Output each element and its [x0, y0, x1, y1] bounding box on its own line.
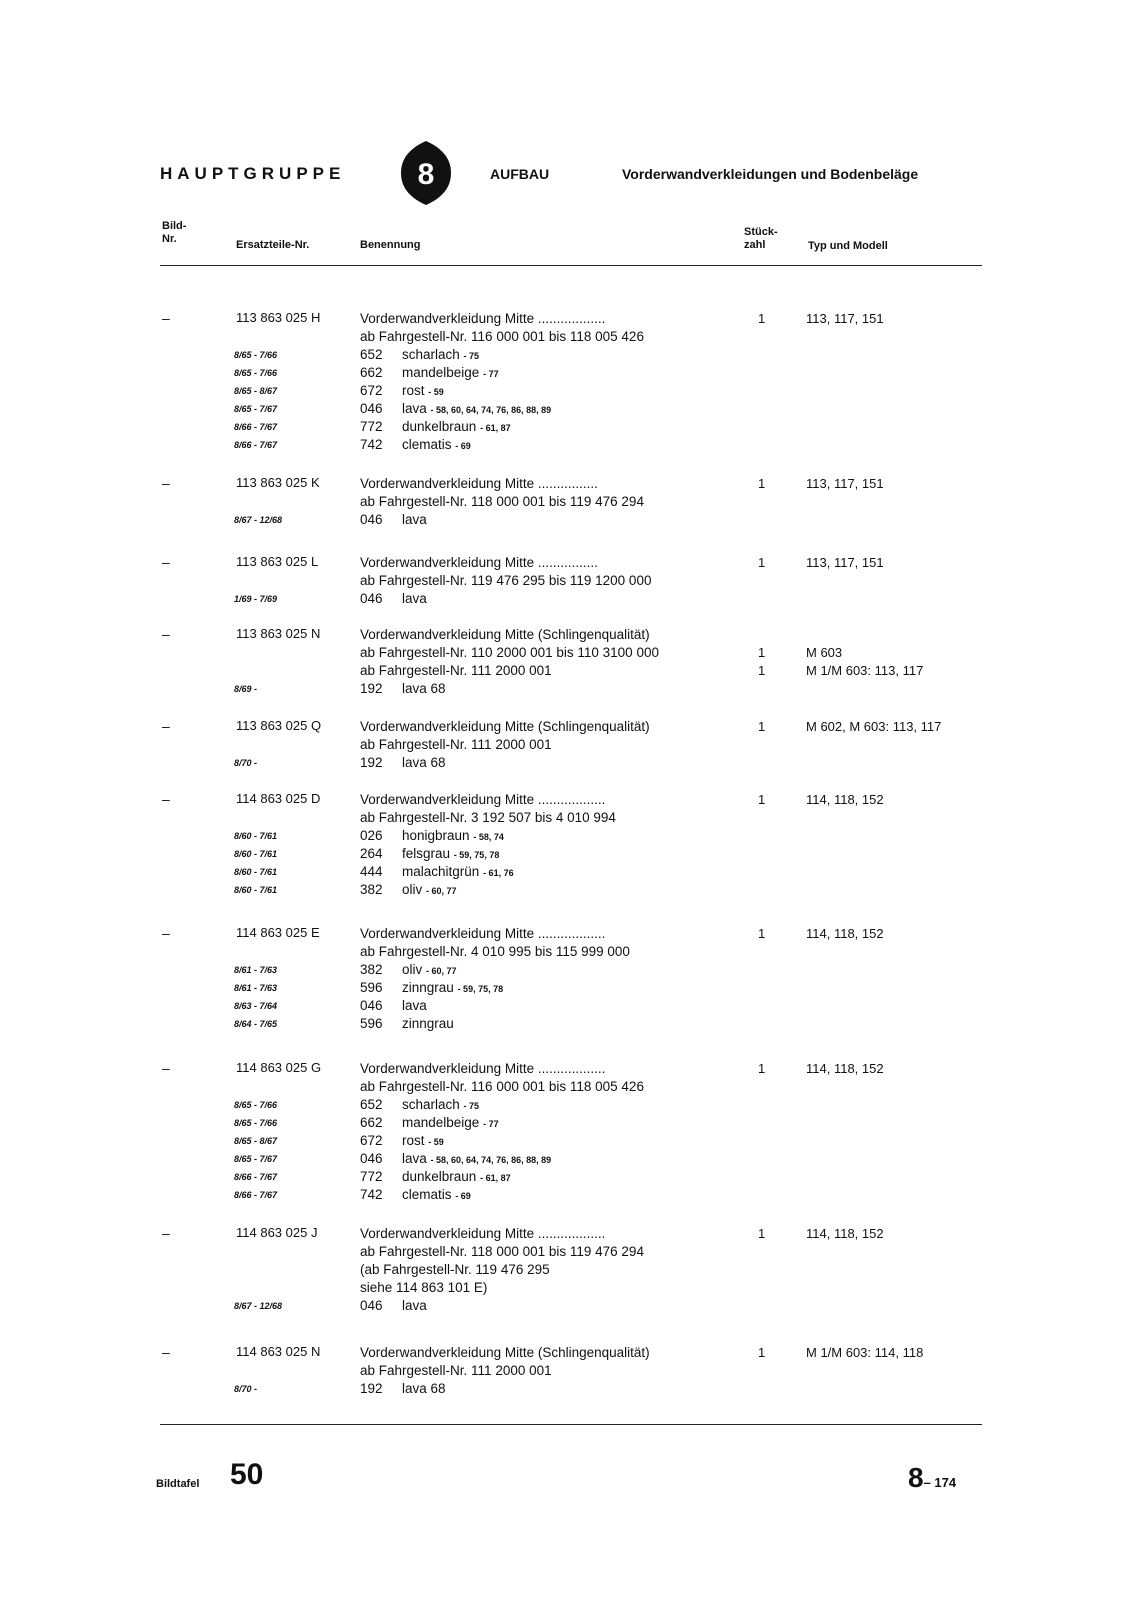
part-number: 113 863 025 L: [236, 554, 319, 569]
validity-date: 8/65 - 7/66: [234, 368, 278, 378]
quantity: [758, 328, 778, 346]
entry-dash: –: [162, 475, 170, 491]
part-number: 114 863 025 J: [236, 1225, 318, 1240]
description-line: Vorderwandverkleidung Mitte ..................: [360, 1061, 606, 1076]
description-line: Vorderwandverkleidung Mitte ..................: [360, 1226, 606, 1241]
colour-row: [360, 754, 740, 772]
colour-name: dunkelbraun: [402, 419, 477, 434]
description-line: ab Fahrgestell-Nr. 111 2000 001: [360, 737, 552, 752]
validity-date: 8/63 - 7/64: [234, 1001, 278, 1011]
entry-dash: –: [162, 1344, 170, 1360]
type-model-column: [806, 1225, 1006, 1297]
type-model: [806, 736, 1006, 754]
type-model: [806, 1261, 1006, 1279]
description-line: ab Fahrgestell-Nr. 111 2000 001: [360, 1363, 552, 1378]
colour-name: lava 68: [402, 755, 446, 770]
quantity: [758, 809, 778, 827]
description-line: Vorderwandverkleidung Mitte ..................: [360, 311, 606, 326]
colour-name: rost: [402, 383, 425, 398]
colour-name: mandelbeige: [402, 1115, 480, 1130]
colour-code: 596: [360, 1016, 383, 1031]
type-model: M 1/M 603: 114, 118: [806, 1345, 924, 1360]
colour-name: felsgrau: [402, 846, 451, 861]
colour-suffix: - 59, 75, 78: [457, 984, 504, 994]
colour-row: [360, 680, 740, 698]
entry-description: [360, 1060, 740, 1204]
colour-code: 652: [360, 347, 383, 362]
description-line: Vorderwandverkleidung Mitte ................: [360, 555, 598, 570]
validity-dates: [234, 590, 326, 608]
entry-description: [360, 1225, 740, 1315]
validity-date: 8/61 - 7/63: [234, 965, 278, 975]
validity-date: 8/66 - 7/67: [234, 1172, 278, 1182]
type-model-column: [806, 310, 1006, 346]
type-model: [806, 626, 1006, 644]
type-model: [806, 572, 1006, 590]
colour-code: 046: [360, 401, 383, 416]
colour-suffix: - 60, 77: [426, 886, 457, 896]
description-line: ab Fahrgestell-Nr. 116 000 001 bis 118 005 426: [360, 1079, 644, 1094]
part-number: 113 863 025 H: [236, 310, 321, 325]
entry-description: [360, 791, 740, 899]
quantity-column: [758, 554, 778, 590]
quantity-column: [758, 925, 778, 961]
bildtafel-label: Bildtafel: [156, 1478, 200, 1490]
colour-row: [360, 511, 740, 529]
quantity: 1: [758, 926, 766, 941]
type-model: M 1/M 603: 113, 117: [806, 663, 924, 678]
colour-row: [360, 1380, 740, 1398]
quantity: [758, 1078, 778, 1096]
part-number: 114 863 025 N: [236, 1344, 321, 1359]
quantity: 1: [758, 555, 766, 570]
type-model-column: [806, 1344, 1006, 1380]
entry-description: [360, 554, 740, 608]
group-label: HAUPTGRUPPE: [160, 164, 346, 183]
colour-code: 662: [360, 365, 383, 380]
validity-dates: [234, 961, 326, 1033]
col-ersatzteile: Ersatzteile-Nr.: [236, 239, 310, 251]
quantity: [758, 1279, 778, 1297]
colour-row: [360, 590, 740, 608]
page-number: 8– 174: [908, 1462, 957, 1493]
entry-description: [360, 475, 740, 529]
quantity: [758, 736, 778, 754]
validity-date: 8/60 - 7/61: [234, 849, 278, 859]
colour-row: [360, 436, 740, 454]
validity-date: 8/64 - 7/65: [234, 1019, 278, 1029]
validity-date: 8/60 - 7/61: [234, 831, 278, 841]
description-line: ab Fahrgestell-Nr. 4 010 995 bis 115 999 000: [360, 944, 630, 959]
entry-dash: –: [162, 310, 170, 326]
colour-name: oliv: [402, 882, 423, 897]
quantity-column: [758, 475, 778, 511]
colour-row: [360, 382, 740, 400]
colour-name: lava: [402, 1298, 427, 1313]
type-model: 114, 118, 152: [806, 1061, 884, 1076]
type-model-column: [806, 554, 1006, 590]
entry-description: [360, 925, 740, 1033]
colour-code: 672: [360, 1133, 383, 1148]
colour-row: [360, 979, 740, 997]
colour-row: [360, 997, 740, 1015]
validity-date: 8/65 - 7/66: [234, 350, 278, 360]
quantity: [758, 1261, 778, 1279]
entry-description: [360, 310, 740, 454]
colour-code: 382: [360, 962, 383, 977]
quantity-column: [758, 718, 778, 754]
type-model: [806, 1243, 1006, 1261]
quantity: [758, 943, 778, 961]
colour-code: 046: [360, 1298, 383, 1313]
header-rule: [160, 265, 982, 266]
colour-code: 444: [360, 864, 383, 879]
validity-date: 8/69 -: [234, 684, 258, 694]
entry-dash: –: [162, 554, 170, 570]
validity-dates: [234, 680, 326, 698]
validity-date: 1/69 - 7/69: [234, 594, 278, 604]
validity-dates: [234, 1096, 326, 1204]
description-line: (ab Fahrgestell-Nr. 119 476 295: [360, 1262, 550, 1277]
colour-suffix: - 60, 77: [426, 966, 457, 976]
type-model: M 603: [806, 645, 843, 660]
type-model: 114, 118, 152: [806, 792, 884, 807]
quantity: 1: [758, 792, 766, 807]
entry-dash: –: [162, 626, 170, 642]
type-model-column: [806, 1060, 1006, 1096]
colour-suffix: - 75: [463, 351, 480, 361]
type-model: 114, 118, 152: [806, 926, 884, 941]
colour-suffix: - 58, 74: [473, 832, 504, 842]
quantity-column: [758, 1344, 778, 1380]
colour-row: [360, 881, 740, 899]
quantity-column: [758, 1225, 778, 1297]
colour-suffix: - 75: [463, 1101, 480, 1111]
colour-code: 742: [360, 1187, 383, 1202]
type-model: 113, 117, 151: [806, 476, 884, 491]
type-model-column: [806, 626, 1006, 680]
validity-date: 8/67 - 12/68: [234, 515, 283, 525]
type-model: [806, 493, 1006, 511]
part-number: 113 863 025 K: [236, 475, 320, 490]
colour-name: lava: [402, 1151, 427, 1166]
quantity: [758, 1362, 778, 1380]
type-model: 113, 117, 151: [806, 311, 884, 326]
colour-name: lava: [402, 591, 427, 606]
validity-date: 8/60 - 7/61: [234, 885, 278, 895]
validity-dates: [234, 754, 326, 772]
colour-code: 742: [360, 437, 383, 452]
quantity-column: [758, 626, 778, 680]
colour-name: lava 68: [402, 1381, 446, 1396]
col-bild-nr: Bild- Nr.: [162, 220, 187, 245]
part-number: 114 863 025 D: [236, 791, 321, 806]
type-model: 114, 118, 152: [806, 1226, 884, 1241]
group-number-badge: [400, 140, 452, 206]
colour-row: [360, 1114, 740, 1132]
badge-shape-icon: [400, 140, 452, 206]
validity-date: 8/65 - 7/67: [234, 404, 278, 414]
description-line: Vorderwandverkleidung Mitte ................: [360, 476, 598, 491]
colour-row: [360, 400, 740, 418]
part-number: 113 863 025 N: [236, 626, 321, 641]
col-benennung: Benennung: [360, 239, 421, 251]
validity-date: 8/66 - 7/67: [234, 1190, 278, 1200]
type-model-column: [806, 475, 1006, 511]
colour-suffix: - 69: [455, 441, 471, 451]
entry-dash: –: [162, 718, 170, 734]
colour-suffix: - 77: [483, 369, 499, 379]
colour-suffix: - 59: [428, 1137, 444, 1147]
colour-name: mandelbeige: [402, 365, 480, 380]
validity-date: 8/70 -: [234, 758, 258, 768]
col-typ-modell: Typ und Modell: [808, 240, 888, 252]
colour-row: [360, 1132, 740, 1150]
colour-suffix: - 61, 87: [480, 423, 511, 433]
bildtafel-number: 50: [230, 1458, 264, 1491]
colour-name: dunkelbraun: [402, 1169, 477, 1184]
colour-name: scharlach: [402, 347, 460, 362]
colour-row: [360, 1150, 740, 1168]
colour-code: 596: [360, 980, 383, 995]
type-model: [806, 1078, 1006, 1096]
type-model: [806, 1362, 1006, 1380]
type-model: 113, 117, 151: [806, 555, 884, 570]
type-model-column: [806, 791, 1006, 827]
colour-row: [360, 827, 740, 845]
validity-date: 8/60 - 7/61: [234, 867, 278, 877]
description-line: siehe 114 863 101 E): [360, 1280, 488, 1295]
section-title: AUFBAU: [490, 166, 550, 182]
colour-name: malachitgrün: [402, 864, 480, 879]
colour-code: 192: [360, 755, 383, 770]
entry-dash: –: [162, 1225, 170, 1241]
colour-name: lava 68: [402, 681, 446, 696]
colour-suffix: - 58, 60, 64, 74, 76, 86, 88, 89: [430, 1155, 552, 1165]
type-model: [806, 943, 1006, 961]
colour-name: clematis: [402, 437, 452, 452]
validity-dates: [234, 1380, 326, 1398]
description-line: Vorderwandverkleidung Mitte (Schlingenqualität): [360, 1345, 650, 1360]
validity-date: 8/65 - 8/67: [234, 386, 278, 396]
validity-date: 8/67 - 12/68: [234, 1301, 283, 1311]
colour-row: [360, 1186, 740, 1204]
entry-description: [360, 626, 740, 698]
colour-code: 772: [360, 419, 383, 434]
description-line: Vorderwandverkleidung Mitte (Schlingenqualität): [360, 627, 650, 642]
description-line: ab Fahrgestell-Nr. 110 2000 001 bis 110 3100 000: [360, 645, 659, 660]
entry-description: [360, 1344, 740, 1398]
colour-suffix: - 61, 87: [480, 1173, 511, 1183]
type-model: M 602, M 603: 113, 117: [806, 719, 942, 734]
colour-code: 026: [360, 828, 383, 843]
validity-date: 8/66 - 7/67: [234, 440, 278, 450]
type-model-column: [806, 925, 1006, 961]
colour-name: zinngrau: [402, 1016, 454, 1031]
entry-dash: –: [162, 1060, 170, 1076]
type-model: [806, 1279, 1006, 1297]
quantity: [758, 572, 778, 590]
quantity: 1: [758, 311, 766, 326]
colour-code: 046: [360, 998, 383, 1013]
validity-date: 8/65 - 7/67: [234, 1154, 278, 1164]
type-model: [806, 809, 1006, 827]
colour-name: rost: [402, 1133, 425, 1148]
quantity: 1: [758, 476, 766, 491]
validity-date: 8/66 - 7/67: [234, 422, 278, 432]
entry-dash: –: [162, 791, 170, 807]
validity-date: 8/65 - 7/66: [234, 1100, 278, 1110]
page-subtitle: Vorderwandverkleidungen und Bodenbeläge: [622, 166, 919, 182]
validity-dates: [234, 511, 326, 529]
part-number: 113 863 025 Q: [236, 718, 322, 733]
validity-date: 8/70 -: [234, 1384, 258, 1394]
colour-name: oliv: [402, 962, 423, 977]
colour-name: scharlach: [402, 1097, 460, 1112]
description-line: ab Fahrgestell-Nr. 111 2000 001: [360, 663, 552, 678]
quantity: [758, 493, 778, 511]
quantity: [758, 1243, 778, 1261]
quantity: 1: [758, 719, 766, 734]
colour-row: [360, 845, 740, 863]
colour-row: [360, 418, 740, 436]
colour-code: 046: [360, 1151, 383, 1166]
quantity: 1: [758, 1226, 766, 1241]
footer-rule: [160, 1424, 982, 1425]
group-number: 8: [417, 158, 435, 191]
colour-suffix: - 69: [455, 1191, 471, 1201]
colour-code: 672: [360, 383, 383, 398]
quantity-column: [758, 791, 778, 827]
quantity: 1: [758, 1061, 766, 1076]
validity-dates: [234, 827, 326, 899]
colour-name: honigbraun: [402, 828, 470, 843]
entry-dash: –: [162, 925, 170, 941]
colour-row: [360, 346, 740, 364]
colour-suffix: - 61, 76: [483, 868, 514, 878]
colour-row: [360, 1297, 740, 1315]
colour-name: clematis: [402, 1187, 452, 1202]
colour-suffix: - 59, 75, 78: [453, 850, 500, 860]
col-stueckzahl: Stück- zahl: [744, 226, 778, 251]
quantity-column: [758, 1060, 778, 1096]
description-line: Vorderwandverkleidung Mitte ..................: [360, 926, 606, 941]
validity-date: 8/65 - 7/66: [234, 1118, 278, 1128]
colour-name: zinngrau: [402, 980, 454, 995]
colour-name: lava: [402, 998, 427, 1013]
description-line: Vorderwandverkleidung Mitte ..................: [360, 792, 606, 807]
colour-suffix: - 58, 60, 64, 74, 76, 86, 88, 89: [430, 405, 552, 415]
colour-row: [360, 364, 740, 382]
colour-code: 192: [360, 681, 383, 696]
description-line: ab Fahrgestell-Nr. 116 000 001 bis 118 005 426: [360, 329, 644, 344]
quantity-column: [758, 310, 778, 346]
validity-date: 8/65 - 8/67: [234, 1136, 278, 1146]
quantity: [758, 626, 778, 644]
colour-code: 264: [360, 846, 383, 861]
colour-suffix: - 77: [483, 1119, 499, 1129]
colour-code: 662: [360, 1115, 383, 1130]
colour-code: 772: [360, 1169, 383, 1184]
colour-row: [360, 1168, 740, 1186]
colour-code: 192: [360, 1381, 383, 1396]
type-model: [806, 328, 1006, 346]
description-line: ab Fahrgestell-Nr. 118 000 001 bis 119 476 294: [360, 494, 644, 509]
quantity: 1: [758, 645, 766, 660]
colour-code: 652: [360, 1097, 383, 1112]
colour-name: lava: [402, 512, 427, 527]
colour-row: [360, 1096, 740, 1114]
colour-code: 046: [360, 512, 383, 527]
part-number: 114 863 025 E: [236, 925, 320, 940]
validity-dates: [234, 1297, 326, 1315]
colour-suffix: - 59: [428, 387, 444, 397]
description-line: ab Fahrgestell-Nr. 119 476 295 bis 119 1200 000: [360, 573, 652, 588]
part-number: 114 863 025 G: [236, 1060, 322, 1075]
entry-description: [360, 718, 740, 772]
quantity: 1: [758, 663, 766, 678]
colour-name: lava: [402, 401, 427, 416]
colour-row: [360, 1015, 740, 1033]
description-line: Vorderwandverkleidung Mitte (Schlingenqualität): [360, 719, 650, 734]
description-line: ab Fahrgestell-Nr. 3 192 507 bis 4 010 994: [360, 810, 616, 825]
colour-code: 382: [360, 882, 383, 897]
validity-date: 8/61 - 7/63: [234, 983, 278, 993]
colour-row: [360, 863, 740, 881]
colour-row: [360, 961, 740, 979]
description-line: ab Fahrgestell-Nr. 118 000 001 bis 119 476 294: [360, 1244, 644, 1259]
quantity: 1: [758, 1345, 766, 1360]
colour-code: 046: [360, 591, 383, 606]
type-model-column: [806, 718, 1006, 754]
validity-dates: [234, 346, 326, 454]
